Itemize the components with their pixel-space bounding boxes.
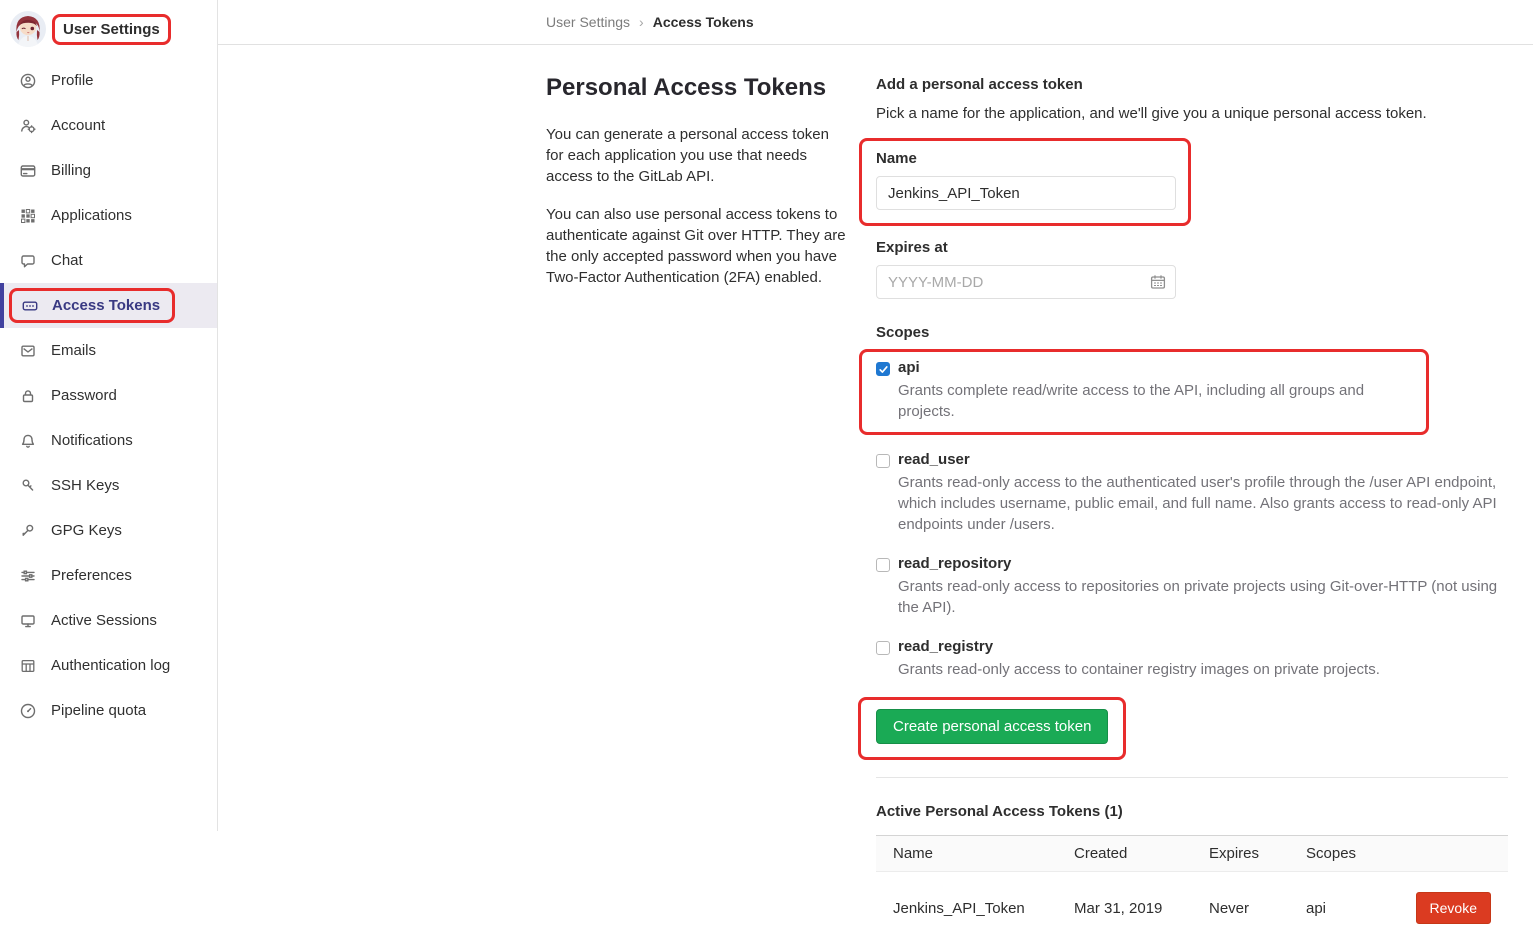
token-row bbox=[876, 872, 1508, 944]
sidebar-item-label: Active Sessions bbox=[51, 612, 157, 629]
sidebar-item-ssh-keys[interactable] bbox=[0, 463, 217, 508]
sidebar-item-label: Notifications bbox=[51, 432, 133, 449]
tokens-table-header bbox=[876, 836, 1508, 872]
scope-name: read_user bbox=[898, 451, 1508, 468]
breadcrumb-access-tokens: Access Tokens bbox=[653, 14, 754, 30]
scope-name: read_repository bbox=[898, 555, 1508, 572]
column-header-action bbox=[1399, 836, 1508, 872]
section-title: Add a personal access token bbox=[876, 76, 1508, 93]
settings-sidebar bbox=[0, 0, 218, 831]
api-checkbox[interactable] bbox=[876, 362, 890, 376]
tokens-table bbox=[876, 835, 1508, 944]
billing-icon bbox=[20, 163, 36, 179]
scope-description: Grants read-only access to repositories on private projects using Git-over-HTTP (not using the API). bbox=[898, 576, 1508, 618]
column-header-name: Name bbox=[876, 836, 1057, 872]
sidebar-item-label: Chat bbox=[51, 252, 83, 269]
sidebar-item-label: Billing bbox=[51, 162, 91, 179]
column-header-scopes: Scopes bbox=[1289, 836, 1399, 872]
scope-description: Grants complete read/write access to the API, including all groups and projects. bbox=[898, 380, 1412, 422]
sidebar-item-gpg-keys[interactable] bbox=[0, 508, 217, 553]
sidebar-item-chat[interactable] bbox=[0, 238, 217, 283]
sidebar-title: User Settings bbox=[63, 21, 160, 38]
scope-name: api bbox=[898, 359, 1412, 376]
user-settings-annotation-box bbox=[52, 14, 171, 45]
breadcrumb-separator-icon: › bbox=[639, 14, 644, 30]
sidebar-item-label: GPG Keys bbox=[51, 522, 122, 539]
scope-description: Grants read-only access to the authenticated user's profile through the /user API endpoint, which includes username, public email, and full name. Also grants access to read-only API endpoints under /users. bbox=[898, 472, 1508, 535]
api-scope-annotation-box bbox=[859, 349, 1429, 435]
sidebar-item-preferences[interactable] bbox=[0, 553, 217, 598]
sidebar-item-label: Applications bbox=[51, 207, 132, 224]
scope-read-registry bbox=[876, 638, 1508, 680]
intro-column bbox=[546, 72, 846, 944]
revoke-button[interactable]: Revoke bbox=[1416, 892, 1491, 924]
expires-group bbox=[876, 239, 1508, 299]
intro-paragraph-1: You can generate a personal access token for each application you use that needs access to the GitLab API. bbox=[546, 124, 846, 187]
user-avatar bbox=[10, 11, 46, 47]
content bbox=[218, 45, 1533, 944]
expires-input[interactable] bbox=[876, 265, 1176, 299]
expires-label: Expires at bbox=[876, 239, 1508, 256]
chat-icon bbox=[20, 253, 36, 269]
scopes-label: Scopes bbox=[876, 324, 1508, 341]
create-button-annotation-box bbox=[858, 697, 1126, 760]
breadcrumb bbox=[218, 0, 1533, 45]
token-expires: Never bbox=[1192, 872, 1289, 944]
sidebar-item-emails[interactable] bbox=[0, 328, 217, 373]
sidebar-header bbox=[0, 0, 217, 58]
sidebar-nav bbox=[0, 58, 217, 733]
access-tokens-icon bbox=[22, 298, 38, 314]
main-area bbox=[218, 0, 1533, 831]
name-input[interactable] bbox=[876, 176, 1176, 210]
section-description: Pick a name for the application, and we'll give you a unique personal access token. bbox=[876, 105, 1508, 122]
sidebar-item-label: Password bbox=[51, 387, 117, 404]
notifications-icon bbox=[20, 433, 36, 449]
sidebar-item-label: Access Tokens bbox=[52, 297, 160, 314]
gpg-keys-icon bbox=[20, 523, 36, 539]
sidebar-item-account[interactable] bbox=[0, 103, 217, 148]
form-column bbox=[876, 72, 1508, 944]
authentication-log-icon bbox=[20, 658, 36, 674]
sidebar-item-authentication-log[interactable] bbox=[0, 643, 217, 688]
token-scopes: api bbox=[1289, 872, 1399, 944]
name-field-annotation-box bbox=[859, 138, 1191, 226]
sidebar-item-pipeline-quota[interactable] bbox=[0, 688, 217, 733]
scope-read-user bbox=[876, 451, 1508, 535]
scope-name: read_registry bbox=[898, 638, 1380, 655]
ssh-keys-icon bbox=[20, 478, 36, 494]
sidebar-item-label: Pipeline quota bbox=[51, 702, 146, 719]
sidebar-item-label: Profile bbox=[51, 72, 94, 89]
sidebar-item-billing[interactable] bbox=[0, 148, 217, 193]
create-token-button[interactable]: Create personal access token bbox=[876, 709, 1108, 744]
profile-icon bbox=[20, 73, 36, 89]
sidebar-item-password[interactable] bbox=[0, 373, 217, 418]
preferences-icon bbox=[20, 568, 36, 584]
sidebar-item-access-tokens[interactable] bbox=[0, 283, 217, 328]
sidebar-item-label: Authentication log bbox=[51, 657, 170, 674]
emails-icon bbox=[20, 343, 36, 359]
column-header-expires: Expires bbox=[1192, 836, 1289, 872]
breadcrumb-user-settings[interactable]: User Settings bbox=[546, 14, 630, 30]
active-tokens-title: Active Personal Access Tokens (1) bbox=[876, 803, 1508, 820]
sidebar-item-profile[interactable] bbox=[0, 58, 217, 103]
account-icon bbox=[20, 118, 36, 134]
page-title: Personal Access Tokens bbox=[546, 74, 846, 102]
token-created: Mar 31, 2019 bbox=[1057, 872, 1192, 944]
sidebar-item-applications[interactable] bbox=[0, 193, 217, 238]
column-header-created: Created bbox=[1057, 836, 1192, 872]
access-tokens-annotation-box bbox=[9, 288, 175, 323]
read-registry-checkbox[interactable] bbox=[876, 641, 890, 655]
sidebar-item-label: Preferences bbox=[51, 567, 132, 584]
name-label: Name bbox=[876, 150, 1174, 167]
sidebar-item-notifications[interactable] bbox=[0, 418, 217, 463]
scope-api bbox=[876, 359, 1412, 422]
scopes-list bbox=[876, 451, 1508, 680]
intro-paragraph-2: You can also use personal access tokens to authenticate against Git over HTTP. They are the only accepted password when you have Two-Factor Authentication (2FA) enabled. bbox=[546, 204, 846, 288]
scope-description: Grants read-only access to container registry images on private projects. bbox=[898, 659, 1380, 680]
sidebar-item-active-sessions[interactable] bbox=[0, 598, 217, 643]
section-divider bbox=[876, 777, 1508, 778]
active-sessions-icon bbox=[20, 613, 36, 629]
sidebar-item-label: Emails bbox=[51, 342, 96, 359]
sidebar-item-label: SSH Keys bbox=[51, 477, 119, 494]
pipeline-quota-icon bbox=[20, 703, 36, 719]
token-name: Jenkins_API_Token bbox=[876, 872, 1057, 944]
read-repository-checkbox[interactable] bbox=[876, 558, 890, 572]
sidebar-item-label: Account bbox=[51, 117, 105, 134]
read-user-checkbox[interactable] bbox=[876, 454, 890, 468]
password-icon bbox=[20, 388, 36, 404]
scope-read-repository bbox=[876, 555, 1508, 618]
applications-icon bbox=[20, 208, 36, 224]
